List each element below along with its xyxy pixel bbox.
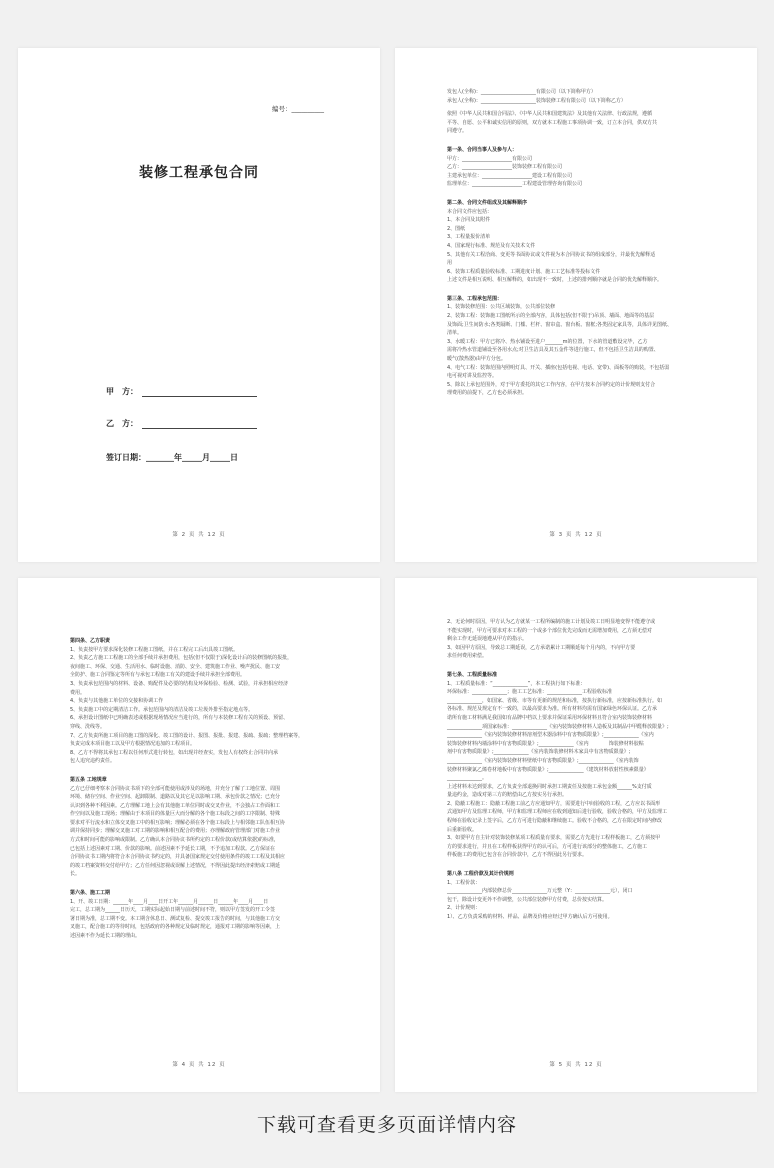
page-number: 第 2 页 共 12 页 (172, 532, 226, 538)
text-line: 2、计价规则： (447, 905, 481, 912)
text-line: ______________内部装修总价______________万元整（Y：______________元），闭口 (447, 888, 633, 895)
sign-date-row (106, 452, 238, 463)
text-line: 3、如要甲方自主针对装饰装修某项工程质量有要求，需要乙方先进行工程样板施工，乙方须按甲 (447, 835, 661, 842)
text-line: 2、图纸 (447, 225, 466, 232)
text-line: 认识到各种不利因素。乙方理解工地上会有其他施工单位同时或交叉作业，不会独占工作面和工 (70, 802, 281, 809)
text-line: 3、负责承包范围内的材料、设备、购配件及必要的结构及环保检验、检测、试验，并承担相应经济 (70, 680, 289, 687)
text-line: 方式和时间可能的影响或限制。乙方确认本合同协议书所约定的工程价款(或结算依据)的标准， (70, 837, 279, 844)
download-more-prompt[interactable]: 下载可查看更多页面详情内容 (256, 1114, 517, 1136)
contract-page-3 (395, 48, 757, 562)
text-line: 用 (447, 260, 453, 267)
party-b-label: 乙 方： (106, 419, 138, 428)
text-line: 诺所有施工材料满足我国如有品牌中档以上要求并保证采用环保材料且符合室内装饰装修材料 (447, 714, 653, 721)
text-line: 1、负责按甲方要求深化装修工程施工图纸，并在工程完工后出具竣工图纸。 (70, 646, 239, 653)
page-body (447, 618, 705, 922)
paragraph-gap (447, 136, 705, 141)
text-line: 作空间以及施工现场；理解由于本项目的体量巨大而分解的各个施工标段之间的工序限制、特殊 (70, 811, 281, 818)
text-line: 6、装饰工程质量验收标准、工期进度计划、施工工艺标准等投标文件 (447, 268, 601, 275)
text-line: 甲方：____________________有限公司 (447, 155, 533, 162)
text-line: 后重新验收。 (447, 826, 478, 833)
text-line: 发包人(全称)：______________________有限公司（以下简称甲方） (447, 89, 596, 95)
text-line: 3、水暖工程：甲方已将冷、热水铺设至进户_______m的位置，下水的管道敷设完毕，乙方 (447, 338, 648, 345)
text-line: 1）、乙方负责采购的材料、样品、品牌及价格应经过甲方确认后方可使用。 (447, 914, 613, 920)
text-line: 暖气(散热器)由甲方分包。 (447, 356, 506, 363)
text-line: 清单。 (447, 330, 463, 337)
text-line: 2、隐蔽工程施工：隐蔽工程施工前乙方应通知甲方，需要进行中间验收的工程，乙方应以书面形 (447, 800, 661, 807)
page-number: 第 4 页 共 12 页 (172, 1062, 226, 1068)
page-body (70, 632, 328, 941)
page-body (447, 88, 705, 398)
text-line: 及饰面;卫生间防水;各类隔断、门槛、栏杆、窗帘盒、窗台板、窗框;各类固定家具等，具体详见图纸、 (447, 321, 673, 328)
text-line: 依照《中华人民共和国合同法》、《中华人民共和国建筑法》及其他有关法律、行政法规，遵循 (447, 111, 653, 118)
text-line: 承包人(全称)：______________________装饰装修工程有限公司（以下简称乙方） (447, 97, 626, 104)
text-line: 电可视对讲及监控等。 (447, 373, 498, 380)
text-line: 长。 (70, 871, 81, 878)
text-line: 调并保持同步；理解交叉施工对工期的影响和相互配合的费用；亦理解政府管理部门对施工作业 (70, 828, 281, 835)
text-line: ______________《室内装饰装修材料壁纸中有害物质限量》;______________《室内装饰 (447, 757, 639, 764)
text-line: 7、乙方负责所施工项目的施工图的深化、竣工图的设计、报图、报批、报建、报疏、报疏；整理档案等， (70, 732, 304, 739)
text-line: 本合同文件应包括： (447, 208, 493, 215)
text-line: 1、本合同及其附件 (447, 217, 491, 224)
section-heading: 第三条、工程承包范围： (447, 295, 503, 302)
text-line: 费用。 (70, 689, 86, 696)
text-line: 4、负责与其他施工单位的交接和协调工作 (70, 698, 164, 705)
text-line: 方的要求进行，并且在工程样板获得甲方的认可后，方可进行该部分的整体施工，乙方施工 (447, 843, 648, 850)
text-line: 装饰装修材料内墙涂料中有害物质限量》;______________《室内 饰装修材料胶粘 (447, 740, 644, 747)
text-line: 量违约金，造成对第三方的赔偿由乙方按实另行承担。 (447, 792, 568, 799)
paragraph-gap (447, 285, 705, 290)
section-heading: 第四条、乙方职责 (70, 638, 111, 644)
text-line: 1、开、竣工日期：______年____月____日开工年______月______日______年____月____日 (70, 898, 269, 905)
contract-number: 编号：__________ (272, 105, 324, 113)
text-line: 环保标准：______________；施工工艺标准：______________工程验收标准 (447, 689, 613, 696)
text-line: 5、其他有关工程洽商、变更等书面协议或文件视为本合同协议书的组成部分，并最优先解释适 (447, 251, 656, 258)
section-heading: 第八条 工程价款及其计价规则 (447, 871, 514, 878)
contract-cover-page (18, 48, 380, 562)
text-line: 穿线、洗线等。 (70, 723, 106, 730)
contract-page-5 (395, 578, 757, 1092)
section-heading: 第一条、合同当事人及参与人： (447, 146, 518, 153)
text-line: 叉施工，配合施工的等待时间，包括政府的各种规定及临时规定，通报对工期的影响等因素，上 (70, 924, 281, 931)
text-line: 2、无论何时原因，甲方认为乙方就某一工程所编制的施工计划及竣工日明显地变得不能遵守或 (447, 619, 656, 625)
contract-title: 装修工程承包合同 (139, 165, 259, 181)
paragraph-gap (447, 661, 705, 666)
text-line: 乙方已仔细考察本合同协议书项下的全部可能使用或涉及的场地，并充分了解了工地位置、周围 (70, 785, 281, 792)
text-line: 要求对平行流水和立体交叉施工中的相互影响；理解必须在各个施工标段上与相邻施工队伍相互协 (70, 819, 286, 826)
text-line: 上述材料未达到要求，乙方负责全部退换同时承担工期责任及按施工承包金额______%支付质 (447, 783, 652, 790)
party-b-underline (142, 420, 257, 429)
party-a-row (106, 386, 257, 397)
text-line: 3、如因甲方原因，导致总工期延误，乙方承诺累计工期顺延每个月内的，不向甲方要 (447, 644, 636, 651)
text-line: 2、装饰工程：装饰施工图纸所示的全部内容，具体包括(但不限于)吊顶、墙面、地面等的基层 (447, 313, 655, 320)
text-line: 求任何费用索偿。 (447, 653, 488, 660)
paragraph-gap (70, 879, 328, 884)
text-line: 平等、自愿、公平和诚实信用的原则，双方就本工程施工事项协调一致，订立本合同，供双方共 (447, 119, 658, 126)
text-line: 1、装饰装修范围：公共区域装饰，公共部位装修 (447, 304, 556, 311)
paragraph-gap (70, 766, 328, 771)
text-line: 各标准、规范及规定有不一致的，以最高要求为准。所有材料均需有国家绿色环保认证。乙方承 (447, 706, 658, 713)
party-a-underline (142, 388, 257, 397)
text-line: 主建承包单位：____________________建设工程有限公司 (447, 172, 573, 179)
text-line: 5、除以上承包范围外，对于甲方委托的其它工作内容，在甲方按本合同约定的计价规则支付合 (447, 381, 656, 388)
text-line: 2、负责乙方施工工程施工的全部手续并承担费用，包括(但不仅限于)深化设计后的装修图纸的报批， (70, 655, 293, 662)
text-line: 完工，总工期为______日历天，工期实际起始日期与前述时间不符，则以甲方签发的开工令签 (70, 907, 276, 914)
text-line: 8、乙方不得将其承包工程以任何形式进行转包，如出现并经查实，发包人有权终止合同并向承 (70, 749, 279, 756)
text-line: 剩余工作无延误地遵从甲方的指示。 (447, 636, 528, 643)
text-line: 述因素不作为延长工期的理由。 (70, 933, 141, 939)
text-line: 全防护、施工合同鉴定等所有与承包工程施工有关的建设手续并承担全部费用。 (70, 672, 246, 679)
text-line: 程师在验收记录上签字后，乙方方可进行隐蔽和继续施工。验收不合格的，乙方在限定时间内修改 (447, 818, 663, 825)
text-line: 1、工程价款： (447, 879, 481, 886)
party-b-row (106, 418, 257, 429)
section-heading: 第六条、施工工期 (70, 890, 111, 897)
sign-date-label: 签订日期：_______年_____月_____日 (106, 453, 238, 462)
text-line: 合同协议书工期内将符合本合同协议书约定的，并具备国家规定交付使用条件的竣工工程及其相应 (70, 854, 286, 861)
text-line: 上述文件是相互说明、相互解释的，如出现不一致时，上述的排列顺序就是合同的优先解释顺序。 (447, 277, 663, 284)
text-line: 已包括上述因素对工期、价款的影响。前述因素不予延长工期，不予追加工程款。乙方保证在 (70, 845, 276, 852)
text-line: 式通知甲方及监理工程师，甲方和监理工程师应在收到通知后进行验收，验收合格的，甲方及监理工 (447, 809, 668, 816)
section-heading: 第二条、合同文件组成及其解释顺序 (447, 199, 528, 206)
text-line: 监理单位：____________________工程建设管理咨询有限公司 (447, 181, 583, 188)
text-line: 的竣工档案资料交付给甲方；乙方任何因忽视或误解上述情况，不得因此提出经济索赔或工期延 (70, 862, 281, 869)
text-line: 6、承担设计图纸中已明确表述或根据现场情况应当进行的，所有与本装修工程有关的预设、预留、 (70, 715, 289, 722)
text-line: 剂中有害物质限量》;______________《室内装饰装修材料木家具中有害物质限量》; (447, 749, 631, 756)
text-line: 样板施工的费用已包含在合同价款中，乙方不得因此另行要求。 (447, 852, 588, 859)
section-heading: 第五条 工地规章 (70, 776, 107, 783)
paragraph-gap (447, 860, 705, 865)
page-number: 第 3 页 共 12 页 (549, 532, 603, 538)
party-a-label: 甲 方： (106, 387, 138, 396)
text-line: 4、电气工程：装饰范围内照明灯具、开关、插座(包括电视、电话、宽带)、面板等的购装，不包括弱 (447, 364, 670, 371)
contract-page-4 (18, 578, 380, 1092)
section-heading: 第七条、工程质量标准 (447, 671, 498, 678)
text-line: 乙方：____________________装饰装修工程有限公司 (447, 164, 563, 171)
text-line: 不能实现时，甲方可要求对本工程的一个或多个部位优先完成而无需增加费用，乙方须无偿对 (447, 627, 653, 634)
text-line: 包干，除设计变更外不作调整，公共部位装修甲方付费，总价按实结算。 (447, 896, 608, 903)
text-line: ______________项国家标准：______________《室内装饰装修材料人造板及其制品中甲醛释放限量》; (447, 723, 669, 730)
text-line: 环境、储存空间、作业空间、起卸限制、道路以及其它足以影响工期、承包价款之情况；已充分 (70, 794, 281, 801)
text-line: 同遵守。 (447, 128, 468, 135)
text-line: 装修材料聚氯乙烯卷材地板中有害物质限量》;______________《建筑材料放射性核素限量》 (447, 766, 649, 773)
text-line: 3、工程量报价清单 (447, 234, 491, 241)
text-line: 署日期为准，总工期不变。本工期含休息日、测试复检、提交竣工报告的时间，与其他施工方交 (70, 915, 281, 922)
text-line: 4、国家现行标准、规范及有关技术文件 (447, 242, 536, 249)
text-line: 包人追究违约责任。 (70, 758, 116, 765)
paragraph-gap (447, 189, 705, 194)
text-line: ______________。 (447, 775, 488, 782)
text-line: 理费用的前提下，乙方也必须承担。 (447, 390, 528, 397)
text-line: ______________，如国家、省级、市等有更新的规范和标准，按执行新标准，应按新标准执行。如 (447, 697, 663, 704)
text-line: 5、负责施工中的定期清洁工作。承包范围内的清洁及竣工垃圾外排至指定地点等。 (70, 706, 254, 713)
page-number: 第 5 页 共 12 页 (549, 1062, 603, 1068)
text-line: 负责完成本项目施工以及甲方根据情况追加的工程项目。 (70, 741, 196, 748)
text-line: 夜间施工、环保、交通、生活用水、临时设施、消防、安全、建筑施工作业、噪声扰民、施工安 (70, 663, 281, 670)
text-line: 1、工程质量标准：“______________”，本工程执行如下标准： (447, 680, 586, 687)
text-line: 需将冷热水管道铺设至各用水点;对卫生洁具及其五金件等进行施工，但不包括卫生洁具的购置、 (447, 347, 659, 354)
text-line: ______________《室内装饰装修材料溶剂型木器涂料中有害物质限量》;______________《室内 (447, 732, 654, 739)
